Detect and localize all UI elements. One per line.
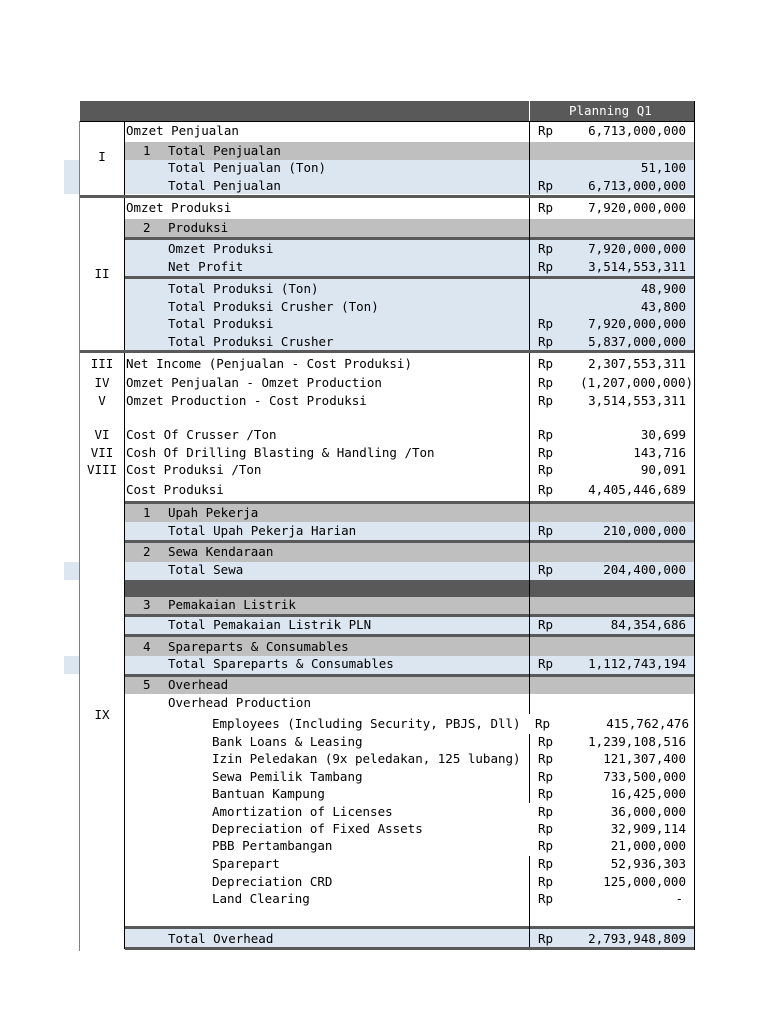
row-marker — [64, 160, 80, 194]
currency-label: Rp — [538, 734, 554, 749]
row-label: Total Penjualan — [168, 178, 281, 193]
currency-label: Rp — [538, 562, 554, 577]
row-label: Total Produksi Crusher (Ton) — [168, 299, 379, 314]
overhead-item-value: 1,239,108,516 — [588, 734, 686, 749]
group-total-label: Total Pemakaian Listrik PLN — [168, 617, 372, 632]
summary-value: (1,207,000,000) — [580, 375, 693, 390]
section-roman: II — [94, 266, 110, 281]
row-label: Net Profit — [168, 259, 244, 274]
row-value: 43,800 — [640, 299, 686, 314]
section-title: Omzet Penjualan — [126, 123, 239, 138]
overhead-item-label: Depreciation CRD — [212, 874, 333, 889]
summary-value: 30,699 — [640, 427, 686, 442]
row-label: Total Produksi Crusher — [168, 334, 334, 349]
overhead-item-label: Depreciation of Fixed Assets — [212, 821, 423, 836]
currency-label: Rp — [538, 427, 554, 442]
group-number: 1 — [143, 143, 151, 158]
currency-label: Rp — [538, 523, 554, 538]
spacer-bar — [125, 580, 695, 597]
summary-roman: III — [90, 356, 114, 371]
group-number: 2 — [143, 220, 151, 235]
group-label: Sewa Kendaraan — [168, 544, 274, 559]
overhead-item-label: Bantuan Kampung — [212, 786, 325, 801]
overhead-item-label: Sparepart — [212, 856, 280, 871]
overhead-item-label: Sewa Pemilik Tambang — [212, 769, 363, 784]
group-number: 4 — [143, 639, 151, 654]
summary-roman: VIII — [86, 462, 118, 477]
summary-roman: VII — [90, 445, 114, 460]
section-roman: IX — [94, 707, 110, 722]
currency-label: Rp — [538, 445, 554, 460]
currency-label: Rp — [538, 821, 554, 836]
group-number: 1 — [143, 505, 151, 520]
currency-label: Rp — [538, 259, 554, 274]
summary-label: Cosh Of Drilling Blasting & Handling /Ton — [126, 445, 435, 460]
currency-label: Rp — [538, 804, 554, 819]
currency-label: Rp — [538, 375, 554, 390]
row-value: 6,713,000,000 — [588, 178, 686, 193]
currency-label: Rp — [538, 316, 554, 331]
group-label: Spareparts & Consumables — [168, 639, 349, 654]
overhead-item-label: Amortization of Licenses — [212, 804, 393, 819]
group-total-value: 210,000,000 — [603, 523, 686, 538]
summary-roman: V — [98, 393, 106, 408]
summary-value: 3,514,553,311 — [588, 393, 686, 408]
row-marker — [64, 562, 80, 580]
overhead-title: Overhead Production — [168, 695, 311, 710]
summary-value: 2,307,553,311 — [588, 356, 686, 371]
overhead-item-label: Employees (Including Security, PBJS, Dll) — [212, 716, 521, 731]
row-label: Omzet Produksi — [168, 241, 274, 256]
group-total-label: Total Sewa — [168, 562, 244, 577]
row-value: 48,900 — [640, 281, 686, 296]
row-value: 7,920,000,000 — [588, 316, 686, 331]
currency-label: Rp — [538, 751, 554, 766]
row-value: 51,100 — [640, 160, 686, 175]
group-number: 2 — [143, 544, 151, 559]
currency-label: Rp — [538, 856, 554, 871]
currency-label: Rp — [538, 356, 554, 371]
overhead-item-value: 16,425,000 — [610, 786, 686, 801]
row-value: 7,920,000,000 — [588, 241, 686, 256]
summary-value: 143,716 — [633, 445, 686, 460]
currency-label: Rp — [538, 393, 554, 408]
currency-label: Rp — [538, 617, 554, 632]
overhead-item-value: 125,000,000 — [603, 874, 686, 889]
summary-label: Omzet Penjualan - Omzet Production — [126, 375, 382, 390]
overhead-item-value: 52,936,303 — [610, 856, 686, 871]
group-label: Produksi — [168, 220, 229, 235]
row-label: Total Produksi (Ton) — [168, 281, 319, 296]
group-total-value: 204,400,000 — [603, 562, 686, 577]
overhead-item-value: 415,762,476 — [606, 716, 689, 731]
overhead-item-value: 733,500,000 — [603, 769, 686, 784]
overhead-item-label: Land Clearing — [212, 891, 310, 906]
overhead-item-label: PBB Pertambangan — [212, 838, 333, 853]
group-total-value: 1,112,743,194 — [588, 656, 686, 671]
overhead-item-value: 21,000,000 — [610, 838, 686, 853]
currency-label: Rp — [538, 838, 554, 853]
summary-label: Omzet Production - Cost Produksi — [126, 393, 367, 408]
overhead-item-label: Bank Loans & Leasing — [212, 734, 363, 749]
currency-label: Rp — [538, 241, 554, 256]
group-total-label: Total Overhead — [168, 931, 274, 946]
currency-label: Rp — [538, 482, 554, 497]
summary-label: Cost Produksi /Ton — [126, 462, 262, 477]
summary-label: Cost Of Crusser /Ton — [126, 427, 277, 442]
group-label: Pemakaian Listrik — [168, 597, 296, 612]
section-roman: I — [98, 149, 106, 164]
group-label: Upah Pekerja — [168, 505, 259, 520]
summary-roman: IV — [94, 375, 110, 390]
currency-label: Rp — [538, 334, 554, 349]
section-value: 7,920,000,000 — [588, 200, 686, 215]
group-label: Overhead — [168, 677, 229, 692]
currency-label: Rp — [538, 874, 554, 889]
summary-roman: VI — [94, 427, 110, 442]
currency-label: Rp — [538, 200, 554, 215]
section-value: 6,713,000,000 — [588, 123, 686, 138]
currency-label: Rp — [538, 769, 554, 784]
currency-label: Rp — [538, 123, 554, 138]
currency-label: Rp — [535, 716, 551, 731]
row-label: Total Penjualan (Ton) — [168, 160, 327, 175]
summary-value: 90,091 — [640, 462, 686, 477]
group-number: 3 — [143, 597, 151, 612]
row-value: 5,837,000,000 — [588, 334, 686, 349]
section-title: Omzet Produksi — [126, 200, 232, 215]
currency-label: Rp — [538, 178, 554, 193]
group-label: Total Penjualan — [168, 143, 281, 158]
row-marker — [64, 656, 80, 674]
group-number: 5 — [143, 677, 151, 692]
overhead-item-value: 32,909,114 — [610, 821, 686, 836]
group-total-value: 2,793,948,809 — [588, 931, 686, 946]
group-total-label: Total Upah Pekerja Harian — [168, 523, 357, 538]
summary-value: 4,405,446,689 — [588, 482, 686, 497]
summary-label: Cost Produksi — [126, 482, 224, 497]
group-total-label: Total Spareparts & Consumables — [168, 656, 394, 671]
row-label: Total Produksi — [168, 316, 274, 331]
overhead-item-value: 121,307,400 — [603, 751, 686, 766]
overhead-item-value: 36,000,000 — [610, 804, 686, 819]
currency-label: Rp — [538, 891, 554, 906]
currency-label: Rp — [538, 931, 554, 946]
currency-label: Rp — [538, 786, 554, 801]
currency-label: Rp — [538, 656, 554, 671]
currency-label: Rp — [538, 462, 554, 477]
overhead-item-value: - — [675, 891, 683, 906]
overhead-item-label: Izin Peledakan (9x peledakan, 125 lubang) — [212, 751, 521, 766]
row-value: 3,514,553,311 — [588, 259, 686, 274]
group-total-value: 84,354,686 — [610, 617, 686, 632]
summary-label: Net Income (Penjualan - Cost Produksi) — [126, 356, 412, 371]
column-title: Planning Q1 — [569, 103, 652, 118]
